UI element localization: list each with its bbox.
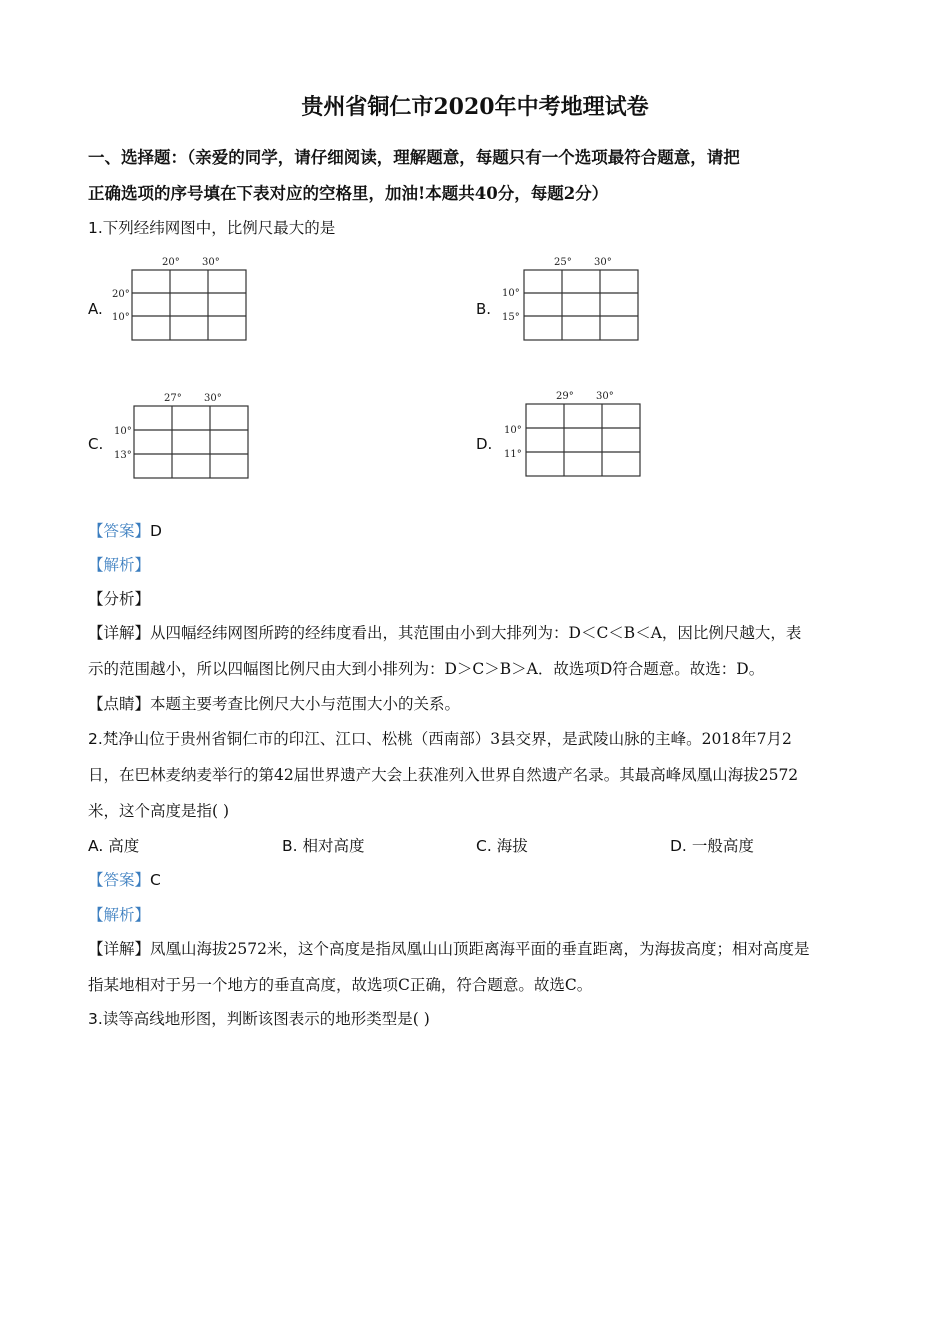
answer-tag: 【答案】 <box>88 871 151 889</box>
page-title: 贵州省铜仁市2020年中考地理试卷 <box>301 94 649 120</box>
q1-stem <box>88 216 335 238</box>
q3-stem-text: 读等高线地形图，判断该图表示的地形类型是( ) <box>102 1010 430 1028</box>
q1-detail-line2: 示的范围越小，所以四幅图比例尺由大到小排列为：D＞C＞B＞A．故选项D符合题意。故选：D。 <box>88 660 765 678</box>
q2-option-a <box>88 834 139 856</box>
analysis-tag: 【解析】 <box>88 906 151 924</box>
q1-detail-line1 <box>88 621 801 643</box>
q1-fenxi <box>88 587 150 609</box>
point-tag: 【点睛】 <box>88 695 151 713</box>
q2-detail-line1 <box>88 937 809 959</box>
q2-option-d-text: 一般高度 <box>691 837 754 855</box>
figure-a-lat-2: 10° <box>112 312 130 323</box>
q2-option-b <box>282 834 365 856</box>
detail-tag: 【详解】 <box>88 624 151 642</box>
analysis-tag: 【解析】 <box>88 556 151 574</box>
q2-answer-value: C <box>150 871 161 889</box>
figure-a-lat-1: 20° <box>112 289 130 300</box>
figure-d-lon-2: 30° <box>596 391 614 402</box>
q1-number: 1. <box>88 219 103 237</box>
graticule-figure-d <box>502 386 647 481</box>
figure-c-lon-1: 27° <box>164 393 182 404</box>
q2-option-a-label: A. <box>88 837 104 855</box>
q2-option-d-label: D. <box>670 837 687 855</box>
figure-c-lat-1: 10° <box>114 426 132 437</box>
answer-tag: 【答案】 <box>88 522 151 540</box>
q3-number: 3. <box>88 1010 103 1028</box>
q1-analysis <box>88 553 150 575</box>
q2-option-c <box>476 834 528 856</box>
figure-b-lon-2: 30° <box>594 257 612 268</box>
q1-stem-text: 下列经纬网图中，比例尺最大的是 <box>102 219 336 237</box>
q2-number: 2. <box>88 730 103 748</box>
graticule-figure-c <box>112 388 254 483</box>
figure-a-label: A. <box>88 300 103 318</box>
figure-c-lon-2: 30° <box>204 393 222 404</box>
figure-a-lon-1: 20° <box>162 257 180 268</box>
graticule-figure-b <box>500 250 645 345</box>
q2-answer <box>88 868 161 890</box>
q2-stem-line2: 日，在巴林麦纳麦举行的第42届世界遗产大会上获准列入世界自然遗产名录。其最高峰凤凰山海拔2572 <box>88 766 799 784</box>
figure-d-lon-1: 29° <box>556 391 574 402</box>
q2-option-b-label: B. <box>282 837 298 855</box>
figure-d-label: D. <box>476 435 493 453</box>
figure-d-lat-2: 11° <box>504 449 522 460</box>
section-heading-line1: 一、选择题：（亲爱的同学，请仔细阅读，理解题意，每题只有一个选项最符合题意，请把 <box>88 148 740 167</box>
figure-d-lat-1: 10° <box>504 425 522 436</box>
q2-stem-text1: 梵净山位于贵州省铜仁市的印江、江口、松桃（西南部）3县交界，是武陵山脉的主峰。2018年7月2 <box>102 730 792 748</box>
figure-c-label: C. <box>88 435 104 453</box>
q1-answer-value: D <box>150 522 162 540</box>
q1-point-text: 本题主要考查比例尺大小与范围大小的关系。 <box>150 695 461 713</box>
q2-option-d <box>670 834 754 856</box>
q2-detail-line2: 指某地相对于另一个地方的垂直高度，故选项C正确，符合题意。故选C。 <box>88 976 593 994</box>
q1-detail-text1: 从四幅经纬网图所跨的经纬度看出，其范围由小到大排列为：D＜C＜B＜A，因比例尺越大，表 <box>150 624 802 642</box>
graticule-figure-a <box>110 250 250 345</box>
fenxi-tag: 【分析】 <box>88 590 151 608</box>
figure-b-lat-1: 10° <box>502 288 520 299</box>
figure-b-label: B. <box>476 300 492 318</box>
q2-stem-line1 <box>88 727 792 749</box>
q2-analysis <box>88 903 150 925</box>
q1-answer <box>88 519 162 541</box>
q2-detail-text1: 凤凰山海拔2572米，这个高度是指凤凰山山顶距离海平面的垂直距离，为海拔高度；相对高度是 <box>150 940 810 958</box>
q3-stem <box>88 1007 430 1029</box>
q2-option-c-text: 海拔 <box>496 837 528 855</box>
detail-tag: 【详解】 <box>88 940 151 958</box>
section-heading-line2: 正确选项的序号填在下表对应的空格里，加油!本题共40分，每题2分） <box>88 184 609 203</box>
figure-b-lon-1: 25° <box>554 257 572 268</box>
q2-option-b-text: 相对高度 <box>302 837 365 855</box>
q2-stem-line3: 米，这个高度是指( ) <box>88 802 230 820</box>
figure-b-lat-2: 15° <box>502 312 520 323</box>
q2-option-c-label: C. <box>476 837 492 855</box>
q2-option-a-text: 高度 <box>108 837 140 855</box>
figure-c-lat-2: 13° <box>114 450 132 461</box>
q1-point <box>88 692 460 714</box>
figure-a-lon-2: 30° <box>202 257 220 268</box>
